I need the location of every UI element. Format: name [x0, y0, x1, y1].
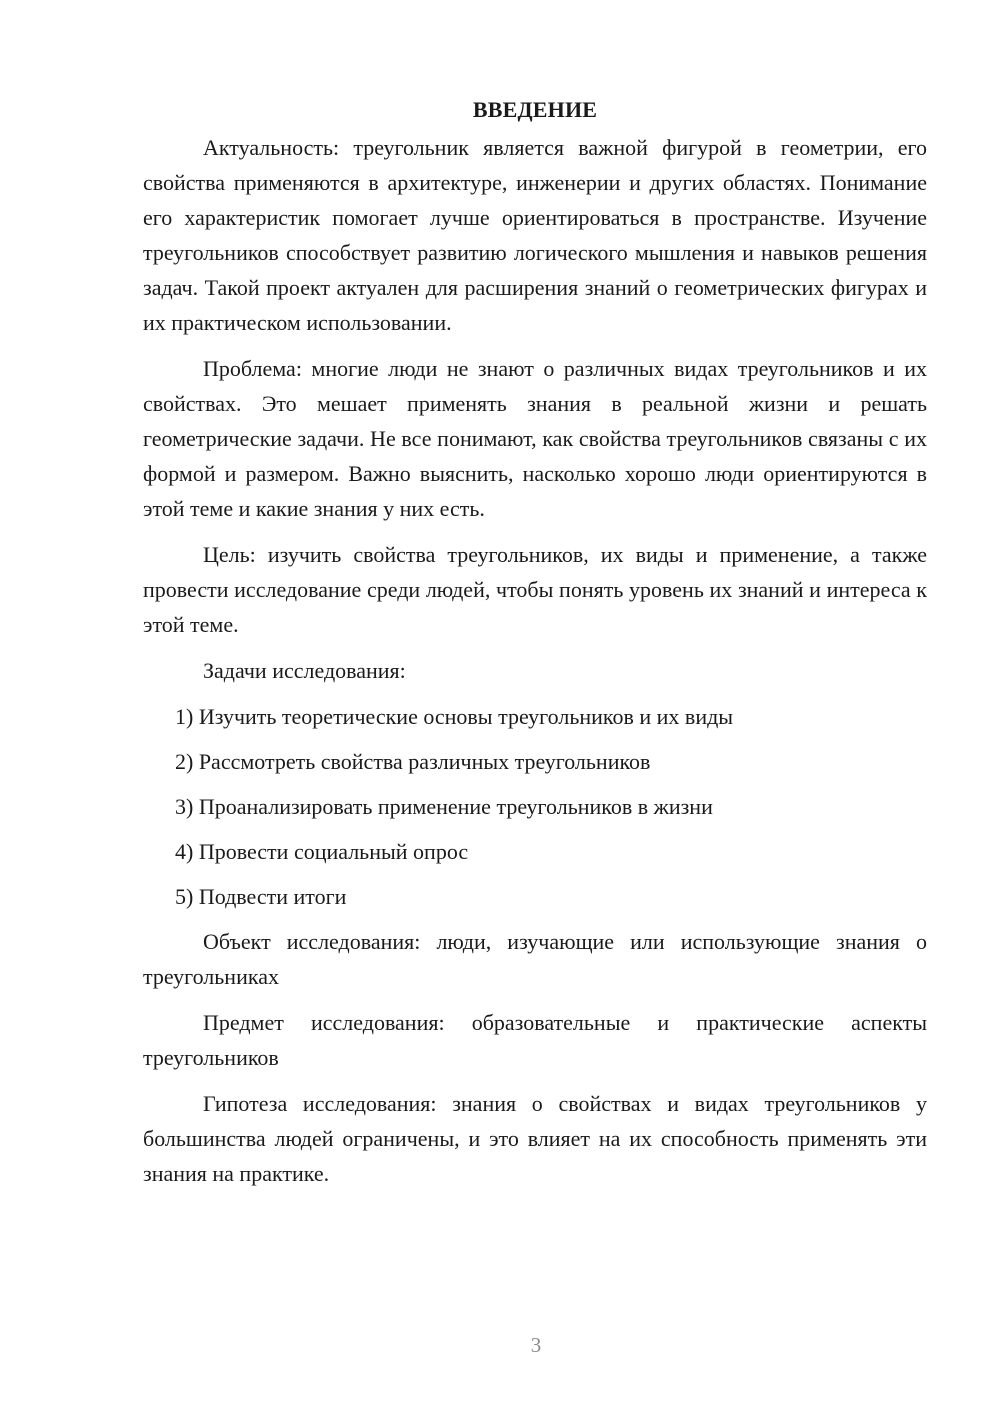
- task-item: 4) Провести социальный опрос: [175, 839, 469, 864]
- goal-paragraph: Цель: изучить свойства треугольников, их виды и применение, а также провести исследование среди людей, чтобы понять уровень их знаний и интереса к этой теме.: [143, 542, 927, 637]
- document-page: [143, 95, 927, 1202]
- task-item: 3) Проанализировать применение треугольников в жизни: [175, 794, 713, 819]
- subject-paragraph: Предмет исследования: образовательные и практические аспекты треугольников: [143, 1010, 927, 1070]
- task-item: 5) Подвести итоги: [175, 884, 347, 909]
- section-heading: ВВЕДЕНИЕ: [472, 97, 598, 122]
- task-item: 1) Изучить теоретические основы треугольников и их виды: [175, 704, 734, 729]
- problem-paragraph: Проблема: многие люди не знают о различных видах треугольников и их свойствах. Это мешает применять знания в реальной жизни и решать геометрические задачи. Не все понимают, как свойства треугольников связаны с их формой и размером. Важно выяснить, насколько хорошо люди ориентируются в этой теме и какие знания у них есть.: [143, 356, 927, 521]
- object-paragraph: Объект исследования: люди, изучающие или использующие знания о треугольниках: [143, 929, 927, 989]
- page-number: 3: [530, 1333, 542, 1357]
- relevance-paragraph: Актуальность: треугольник является важной фигурой в геометрии, его свойства применяются в архитектуре, инженерии и других областях. Понимание его характеристик помогает лучше ориентироваться в пространстве. Изучение треугольников способствует развитию логического мышления и навыков решения задач. Такой проект актуален для расширения знаний о геометрических фигурах и их практическом использовании.: [143, 135, 927, 335]
- tasks-title: Задачи исследования:: [203, 658, 406, 683]
- tasks-list: [143, 699, 927, 914]
- hypothesis-paragraph: Гипотеза исследования: знания о свойствах и видах треугольников у большинства людей ограничены, и это влияет на их способность применять эти знания на практике.: [143, 1091, 927, 1186]
- task-item: 2) Рассмотреть свойства различных треугольников: [175, 749, 651, 774]
